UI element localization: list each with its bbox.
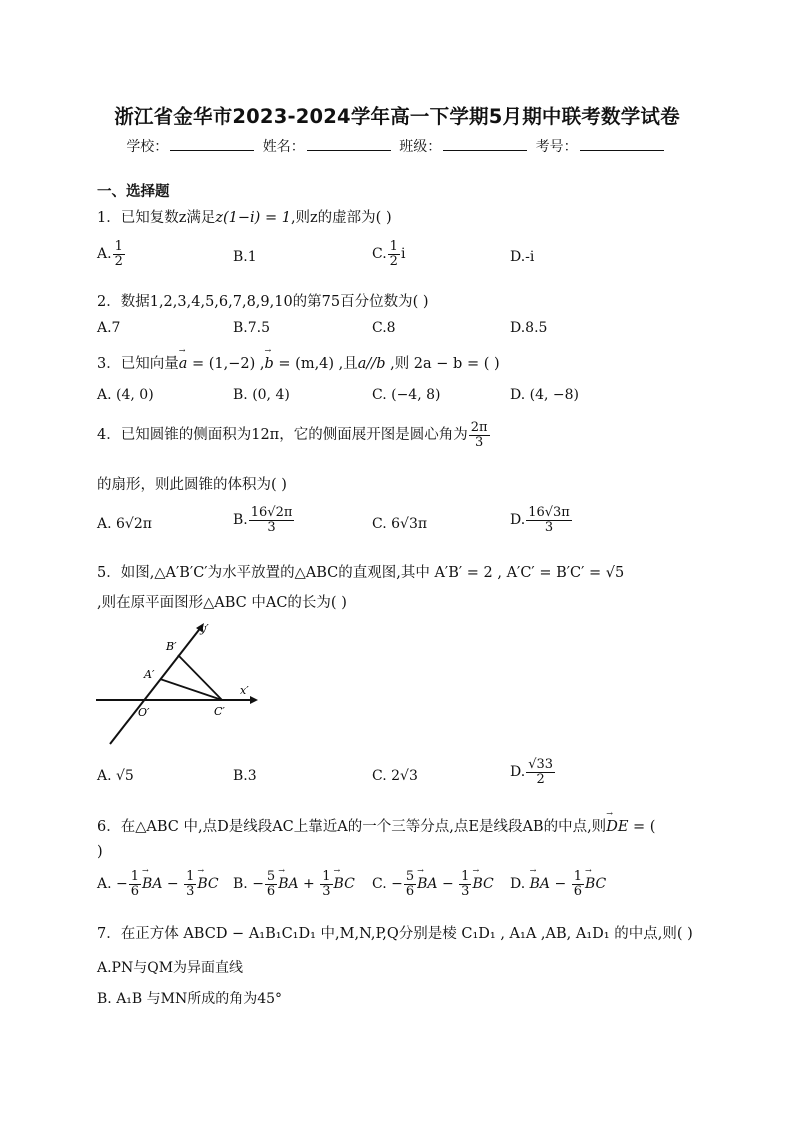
name-label: 姓名： [262, 139, 305, 155]
name-blank[interactable] [307, 138, 391, 151]
fig-label-b: B′ [166, 640, 177, 653]
q6-option-b: B. − $\frac{5}{6}$ → BA + $\frac{1}{3}$ → BC [233, 870, 355, 898]
q4-option-d: D. $\frac{16√3\pi}{3}$ [510, 505, 570, 535]
q1-option-b: B.1 [233, 249, 257, 265]
q5-option-b: B.3 [233, 768, 257, 784]
fig-label-c: C′ [214, 705, 225, 718]
q5-geometry-figure [94, 618, 264, 748]
question-6-stem-line2: ) [97, 844, 103, 860]
q4-option-b: B. $\frac{16√2\pi}{3}$ [233, 505, 293, 535]
number-blank[interactable] [580, 138, 664, 151]
q6-option-c: C. − $\frac{5}{6}$ → BA − $\frac{1}{3}$ → BC [372, 870, 494, 898]
school-label: 学校： [126, 139, 169, 155]
question-6-stem: 6．在△ABC 中,点D是线段AC上靠近A的一个三等分点,点E是线段AB的中点,则→ DE = ( [97, 815, 655, 836]
fig-label-a: A′ [144, 668, 155, 681]
question-5-stem: 5．如图,△A′B′C′为水平放置的△ABC的直观图,其中 A′B′ = 2 , A′C′ = B′C′ = √5 [97, 565, 625, 581]
q1-option-d: D.-i [510, 249, 535, 265]
q2-option-a: A.7 [97, 320, 121, 336]
number-label: 考号： [535, 139, 578, 155]
fig-label-y: y′ [200, 622, 209, 635]
q7-option-b: B. A₁B 与MN所成的角为45° [97, 991, 283, 1007]
question-1-stem: 1．已知复数z满足z(1−i) = 1,则z的虚部为( ) [97, 210, 392, 226]
question-4-stem-line2: 的扇形，则此圆锥的体积为( ) [97, 477, 287, 493]
q4-option-c: C. 6√3π [372, 516, 428, 532]
q2-option-b: B.7.5 [233, 320, 271, 336]
q5-option-d: D. $\frac{√33}{2}$ [510, 757, 554, 787]
q3-option-b: B. (0, 4) [233, 387, 290, 403]
q5-option-a: A. √5 [97, 768, 134, 784]
q6-option-d: D. → BA − $\frac{1}{6}$ → BC [510, 870, 606, 898]
q2-option-d: D.8.5 [510, 320, 548, 336]
q3-option-d: D. (4, −8) [510, 387, 579, 403]
class-blank[interactable] [443, 138, 527, 151]
q1-option-c: C. $\frac{1}{2}$ i [372, 239, 406, 269]
page-title: 浙江省金华市2023-2024学年高一下学期5月期中联考数学试卷 [114, 105, 680, 128]
school-blank[interactable] [170, 138, 254, 151]
q7-option-a: A.PN与QM为异面直线 [97, 960, 244, 976]
question-3-stem: 3．已知向量→ a = (1,−2) ,→ b = (m,4) ,且a//b ,则 2a − b = ( ) [97, 352, 500, 373]
question-2-stem: 2．数据1,2,3,4,5,6,7,8,9,10的第75百分位数为( ) [97, 294, 429, 310]
question-4-stem: 4．已知圆锥的侧面积为12π，它的侧面展开图是圆心角为 $\frac{2\pi}{3}$ [97, 420, 488, 450]
q3-option-a: A. (4, 0) [97, 387, 154, 403]
q5-option-c: C. 2√3 [372, 768, 418, 784]
section-heading: 一、选择题 [97, 184, 170, 200]
q6-option-a: A. − $\frac{1}{6}$ → BA − $\frac{1}{3}$ → BC [97, 870, 219, 898]
class-label: 班级： [399, 139, 442, 155]
fig-label-o: O′ [138, 706, 150, 719]
fig-label-x: x′ [240, 684, 249, 697]
q3-option-c: C. (−4, 8) [372, 387, 441, 403]
student-info-line [0, 136, 794, 156]
question-5-stem-line2: ,则在原平面图形△ABC 中AC的长为( ) [97, 595, 347, 611]
q2-option-c: C.8 [372, 320, 396, 336]
q1-option-a: A. $\frac{1}{2}$ [97, 239, 123, 269]
q4-option-a: A. 6√2π [97, 516, 152, 532]
question-7-stem: 7．在正方体 ABCD − A₁B₁C₁D₁ 中,M,N,P,Q分别是棱 C₁D₁ , A₁A ,AB, A₁D₁ 的中点,则( ) [97, 926, 693, 942]
